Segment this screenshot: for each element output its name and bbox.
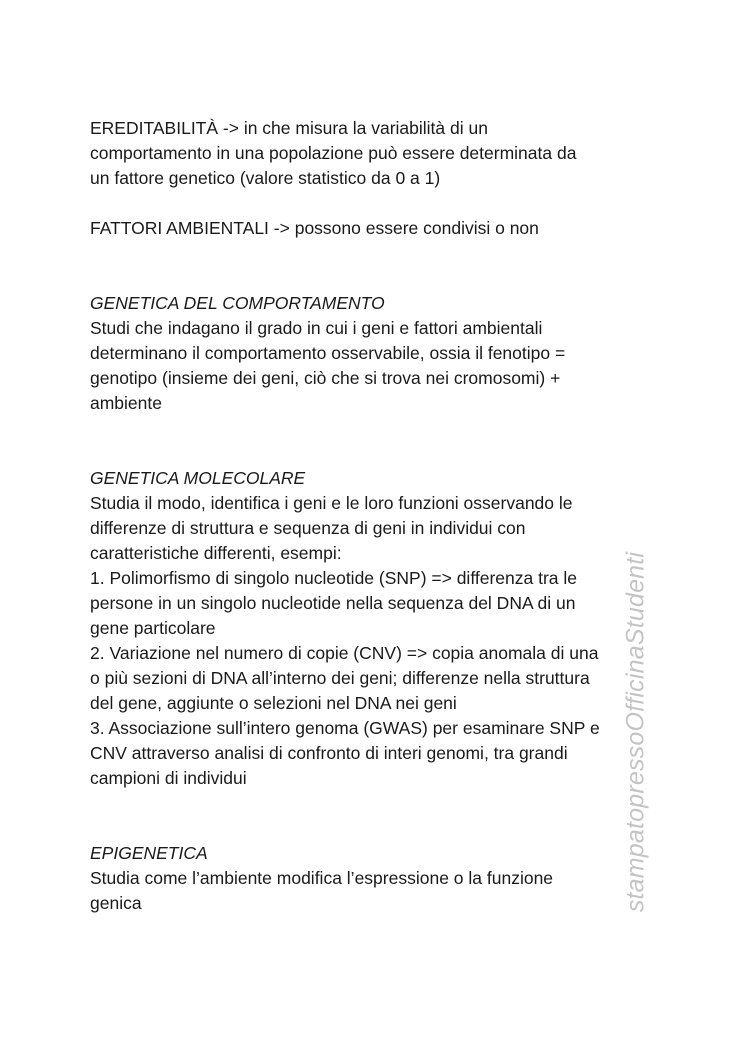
section-heading: EPIGENETICA — [90, 843, 208, 863]
text-line: Studia il modo, identifica i geni e le loro funzioni osservando le — [90, 493, 573, 513]
term: EREDITABILITÀ — [90, 118, 219, 138]
watermark: stampatopressoOfficinaStudenti — [621, 551, 650, 913]
text-line: 3. Associazione sull’intero genoma (GWAS) per esaminare SNP e — [90, 718, 600, 738]
section-heading: GENETICA MOLECOLARE — [90, 468, 306, 488]
text-line: un fattore genetico (valore statistico da 0 a 1) — [90, 168, 441, 188]
text-line: caratteristiche differenti, esempi: — [90, 543, 342, 563]
term: FATTORI AMBIENTALI — [90, 218, 269, 238]
text-line: 2. Variazione nel numero di copie (CNV) => copia anomala di una — [90, 643, 599, 663]
text-line: Studia come l’ambiente modifica l’espressione o la funzione — [90, 868, 554, 888]
text-line: gene particolare — [90, 618, 216, 638]
fattori-ambientali-definition — [90, 216, 539, 241]
text-line: del gene, aggiunte o selezioni nel DNA nei geni — [90, 693, 457, 713]
text-line: genica — [90, 893, 142, 913]
text-line: -> in che misura la variabilità di un — [218, 118, 488, 138]
text-line: comportamento in una popolazione può essere determinata da — [90, 143, 577, 163]
text-line: CNV attraverso analisi di confronto di interi genomi, tra grandi — [90, 743, 568, 763]
text-line: Studi che indagano il grado in cui i geni e fattori ambientali — [90, 318, 543, 338]
text-line: o più sezioni di DNA all’interno dei geni; differenze nella struttura — [90, 668, 590, 688]
text-line: differenze di struttura e sequenza di geni in individui con — [90, 518, 526, 538]
section-heading: GENETICA DEL COMPORTAMENTO — [90, 293, 385, 313]
text-line: -> possono essere condivisi o non — [268, 218, 539, 238]
text-line: persone in un singolo nucleotide nella sequenza del DNA di un — [90, 593, 576, 613]
text-line: genotipo (insieme dei geni, ciò che si trova nei cromosomi) + — [90, 368, 561, 388]
text-line: 1. Polimorfismo di singolo nucleotide (SNP) => differenza tra le — [90, 568, 578, 588]
text-line: ambiente — [90, 393, 162, 413]
text-line: campioni di individui — [90, 768, 247, 788]
text-line: determinano il comportamento osservabile, ossia il fenotipo = — [90, 343, 566, 363]
